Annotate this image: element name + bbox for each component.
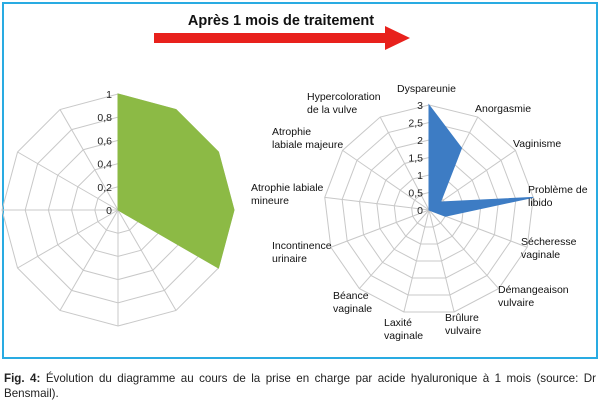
- radar-tick-label: 0: [106, 205, 112, 217]
- radar-tick-label: 1,5: [408, 152, 423, 165]
- radar-series-area: [118, 94, 234, 268]
- arrow: [154, 26, 410, 50]
- radar-tick-label: 3: [417, 100, 423, 112]
- figure-caption: [4, 371, 596, 401]
- caption-text: Évolution du diagramme au cours de la prise en charge par acide hyaluronique à 1 mois (source: Dr Bensmail).: [4, 372, 596, 400]
- axis-label-atrophie-labiale-majeure: Atrophie labiale majeure: [272, 126, 344, 151]
- axis-label-probleme-de-libido: Problème de libido: [528, 184, 588, 209]
- radar-tick-label: 0,6: [97, 135, 112, 148]
- axis-label-hypercoloration-de-la-vulve: Hypercoloration de la vulve: [307, 91, 381, 116]
- axis-label-secheresse-vaginale: Sécheresse vaginale: [521, 236, 577, 261]
- axis-label-vaginisme: Vaginisme: [513, 138, 562, 150]
- radar-tick-label: 1: [417, 170, 423, 182]
- axis-label-laxite-vaginale: Laxité vaginale: [384, 317, 424, 342]
- axis-label-demangeaison-vulvaire: Démangeaison vulvaire: [498, 284, 569, 309]
- radar-chart-right: [251, 83, 588, 342]
- axis-label-beance-vaginale: Béance vaginale: [333, 290, 373, 315]
- arrow-shaft: [154, 33, 387, 43]
- axis-label-atrophie-labiale-mineure: Atrophie labiale mineure: [251, 182, 324, 207]
- radar-tick-label: 0: [417, 205, 423, 217]
- radar-tick-label: 0,4: [97, 158, 112, 171]
- radar-tick-label: 0,8: [97, 112, 112, 125]
- axis-label-dyspareunie: Dyspareunie: [397, 83, 456, 95]
- axis-label-brulure-vulvaire: Brûlure vulvaire: [445, 312, 482, 337]
- radar-chart-left: [2, 89, 234, 326]
- grid-spoke: [359, 210, 429, 289]
- axis-label-incontinence-urinaire: Incontinence urinaire: [272, 240, 332, 265]
- radar-tick-label: 0,5: [408, 187, 423, 200]
- radar-tick-label: 2,5: [408, 117, 423, 130]
- header-title: Après 1 mois de traitement: [187, 13, 375, 29]
- caption-label: Fig. 4:: [4, 372, 41, 385]
- radar-tick-label: 2: [417, 135, 423, 147]
- radar-tick-label: 0,2: [97, 181, 112, 194]
- arrow-head: [385, 26, 410, 50]
- grid-spoke: [429, 210, 499, 289]
- axis-label-anorgasmie: Anorgasmie: [475, 103, 532, 115]
- radar-tick-label: 1: [106, 89, 112, 101]
